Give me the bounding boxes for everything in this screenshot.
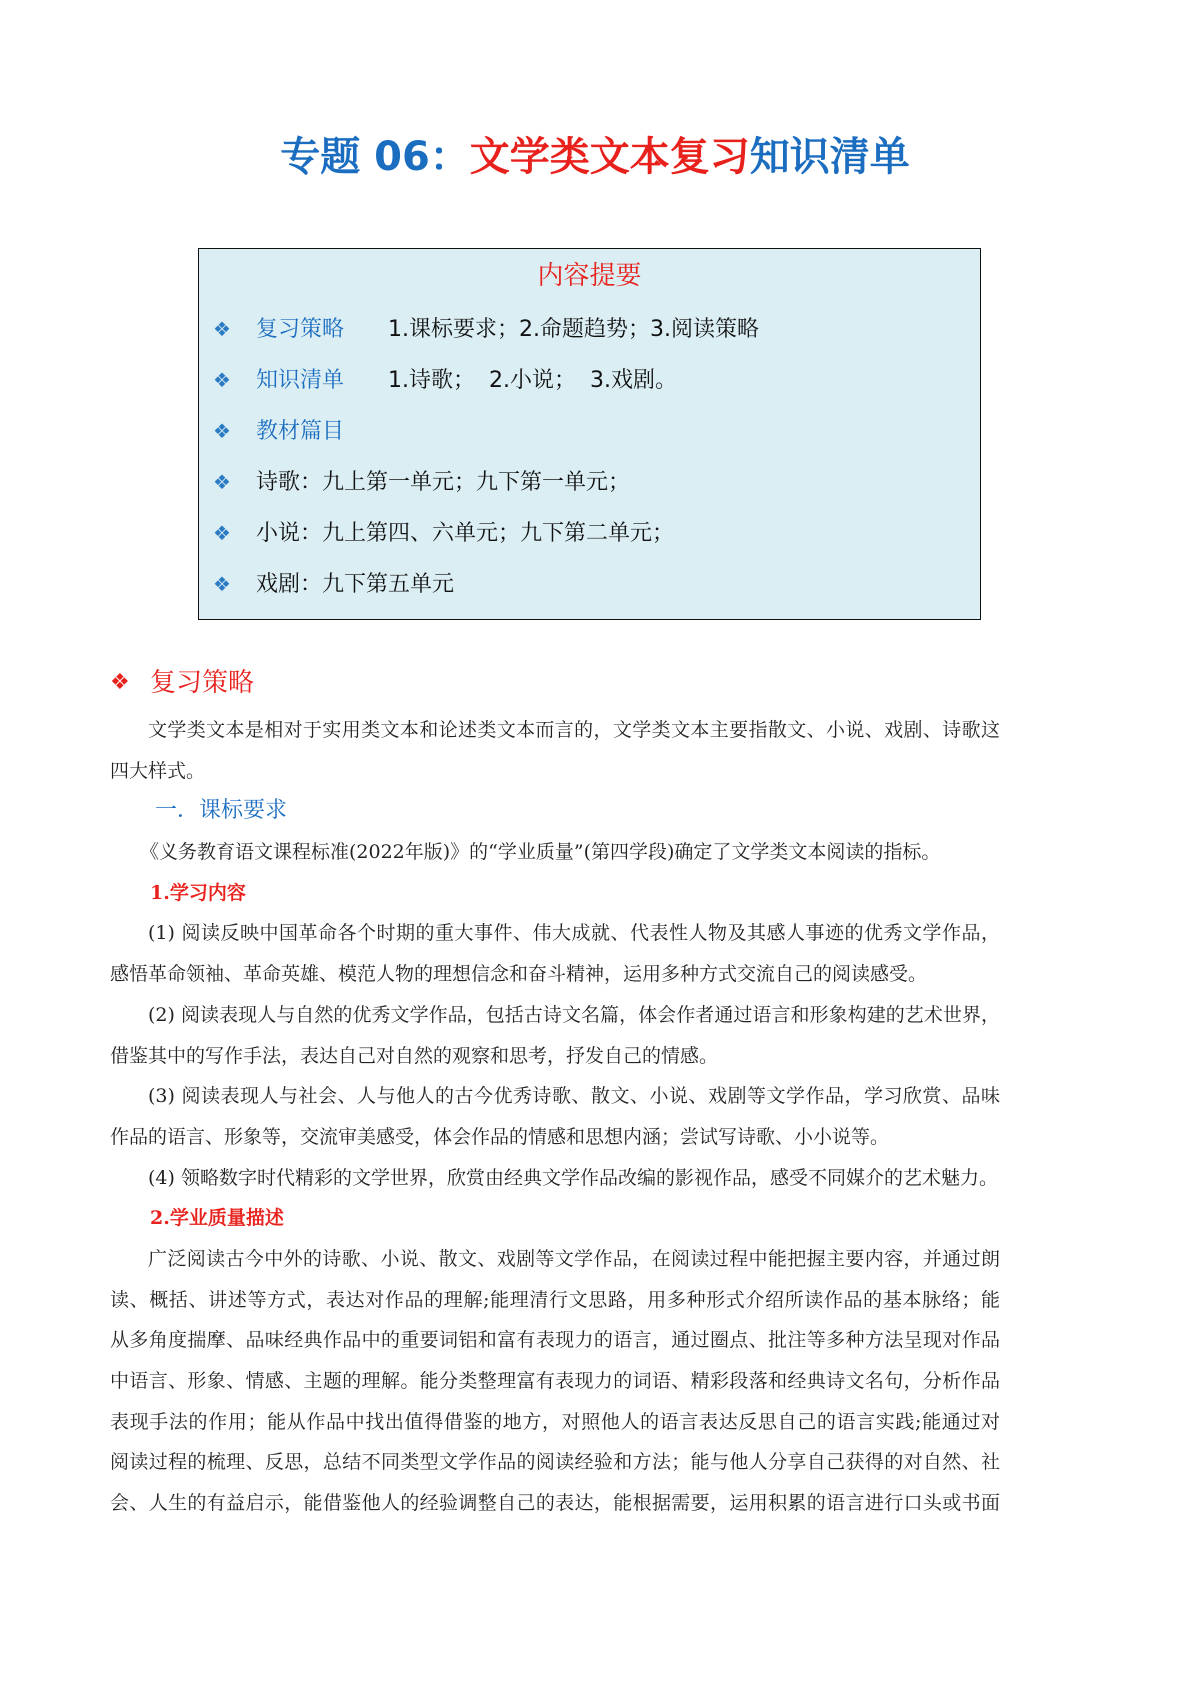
- summary-row-label: 知识清单: [256, 368, 345, 393]
- section-body: [110, 710, 1000, 1524]
- list-item-line: (2) 阅读表现人与自然的优秀文学作品，包括古诗文名篇，体会作者通过语言和形象构建的艺术世界，: [148, 1003, 1000, 1026]
- list-item-line: 借鉴其中的写作手法，表达自己对自然的观察和思考，抒发自己的情感。: [110, 1044, 719, 1067]
- summary-row-knowledge-list: [199, 355, 980, 406]
- heading-quality-description: 2.学业质量描述: [150, 1207, 284, 1230]
- list-item-line: (4) 领略数字时代精彩的文学世界，欣赏由经典文学作品改编的影视作品，感受不同媒介的艺术魅力。: [148, 1166, 998, 1189]
- paragraph-line: 四大样式。: [110, 759, 206, 782]
- summary-row-review-strategy: [199, 304, 980, 355]
- paragraph-line: 中语言、形象、情感、主题的理解。能分类整理富有表现力的词语、精彩段落和经典诗文名句，分析作品: [110, 1370, 1000, 1392]
- summary-box-heading: 内容提要: [537, 261, 642, 291]
- summary-row-textbook-units: [199, 406, 980, 457]
- list-item-line: 感悟革命领袖、革命英雄、模范人物的理想信念和奋斗精神，运用多种方式交流自己的阅读感受。: [110, 963, 928, 986]
- summary-row-detail: 1.诗歌； 2.小说； 3.戏剧。: [388, 368, 677, 393]
- summary-row-label: 教材篇目: [256, 419, 345, 444]
- heading-learning-content: 1.学习内容: [150, 881, 246, 904]
- section-heading-review-strategy: [108, 666, 508, 700]
- list-item-line: (1) 阅读反映中国革命各个时期的重大事件、伟大成就、代表性人物及其感人事迹的优秀文学作品，: [148, 922, 1000, 945]
- page-title: [0, 134, 1190, 180]
- title-suffix: 知识清单: [749, 134, 910, 180]
- paragraph-line: 读、概括、讲述等方式，表达对作品的理解;能理清行文思路，用多种形式介绍所读作品的基本脉络；能: [110, 1288, 1000, 1311]
- title-highlight: 文学类文本复习: [469, 134, 750, 180]
- summary-row-text: 戏剧：九下第五单元: [256, 572, 455, 597]
- paragraph-line: 表现手法的作用；能从作品中找出值得借鉴的地方，对照他人的语言表达反思自己的语言实践;能通过对: [110, 1410, 1000, 1433]
- diamond-bullet-icon: ❖: [213, 572, 231, 596]
- summary-row-text: 诗歌：九上第一单元；九下第一单元；: [256, 470, 631, 495]
- title-prefix: 专题 06：: [280, 134, 470, 180]
- paragraph-line: 广泛阅读古今中外的诗歌、小说、散文、戏剧等文学作品，在阅读过程中能把握主要内容，并通过朗: [148, 1247, 1000, 1270]
- diamond-bullet-icon: ❖: [213, 470, 231, 494]
- diamond-bullet-icon: ❖: [110, 670, 130, 695]
- list-item-line: 作品的语言、形象等，交流审美感受，体会作品的情感和思想内涵；尝试写诗歌、小小说等。: [110, 1125, 890, 1148]
- summary-row-poetry: [199, 457, 980, 508]
- diamond-bullet-icon: ❖: [213, 419, 231, 443]
- paragraph-line: 文学类文本是相对于实用类文本和论述类文本而言的，文学类文本主要指散文、小说、戏剧、诗歌这: [148, 719, 1000, 741]
- summary-row-novel: [199, 508, 980, 559]
- diamond-bullet-icon: ❖: [213, 317, 231, 341]
- section-title: 复习策略: [150, 668, 255, 698]
- summary-row-label: 复习策略: [256, 317, 345, 342]
- paragraph-line: 从多角度揣摩、品味经典作品中的重要词铝和富有表现力的语言，通过圈点、批注等多种方法呈现对作品: [110, 1329, 1000, 1352]
- summary-row-detail: 1.课标要求；2.命题趋势；3.阅读策略: [388, 317, 759, 342]
- paragraph-line: 会、人生的有益启示，能借鉴他人的经验调整自己的表达，能根据需要，运用积累的语言进行口头或书面: [110, 1492, 1000, 1515]
- subheading-curriculum-requirements: 一．课标要求: [155, 798, 288, 824]
- summary-box: [198, 248, 981, 620]
- diamond-bullet-icon: ❖: [213, 368, 231, 392]
- summary-row-drama: [199, 559, 980, 610]
- summary-row-text: 小说：九上第四、六单元；九下第二单元；: [256, 521, 675, 546]
- summary-box-rows: [199, 304, 980, 610]
- paragraph-line: 《义务教育语文课程标准(2022年版)》的“学业质量”(第四学段)确定了文学类文本阅读的指标。: [140, 841, 941, 864]
- diamond-bullet-icon: ❖: [213, 521, 231, 545]
- paragraph-line: 阅读过程的梳理、反思，总结不同类型文学作品的阅读经验和方法；能与他人分享自己获得的对自然、社: [110, 1451, 1000, 1474]
- list-item-line: (3) 阅读表现人与社会、人与他人的古今优秀诗歌、散文、小说、戏剧等文学作品，学习欣赏、品味: [148, 1085, 1000, 1108]
